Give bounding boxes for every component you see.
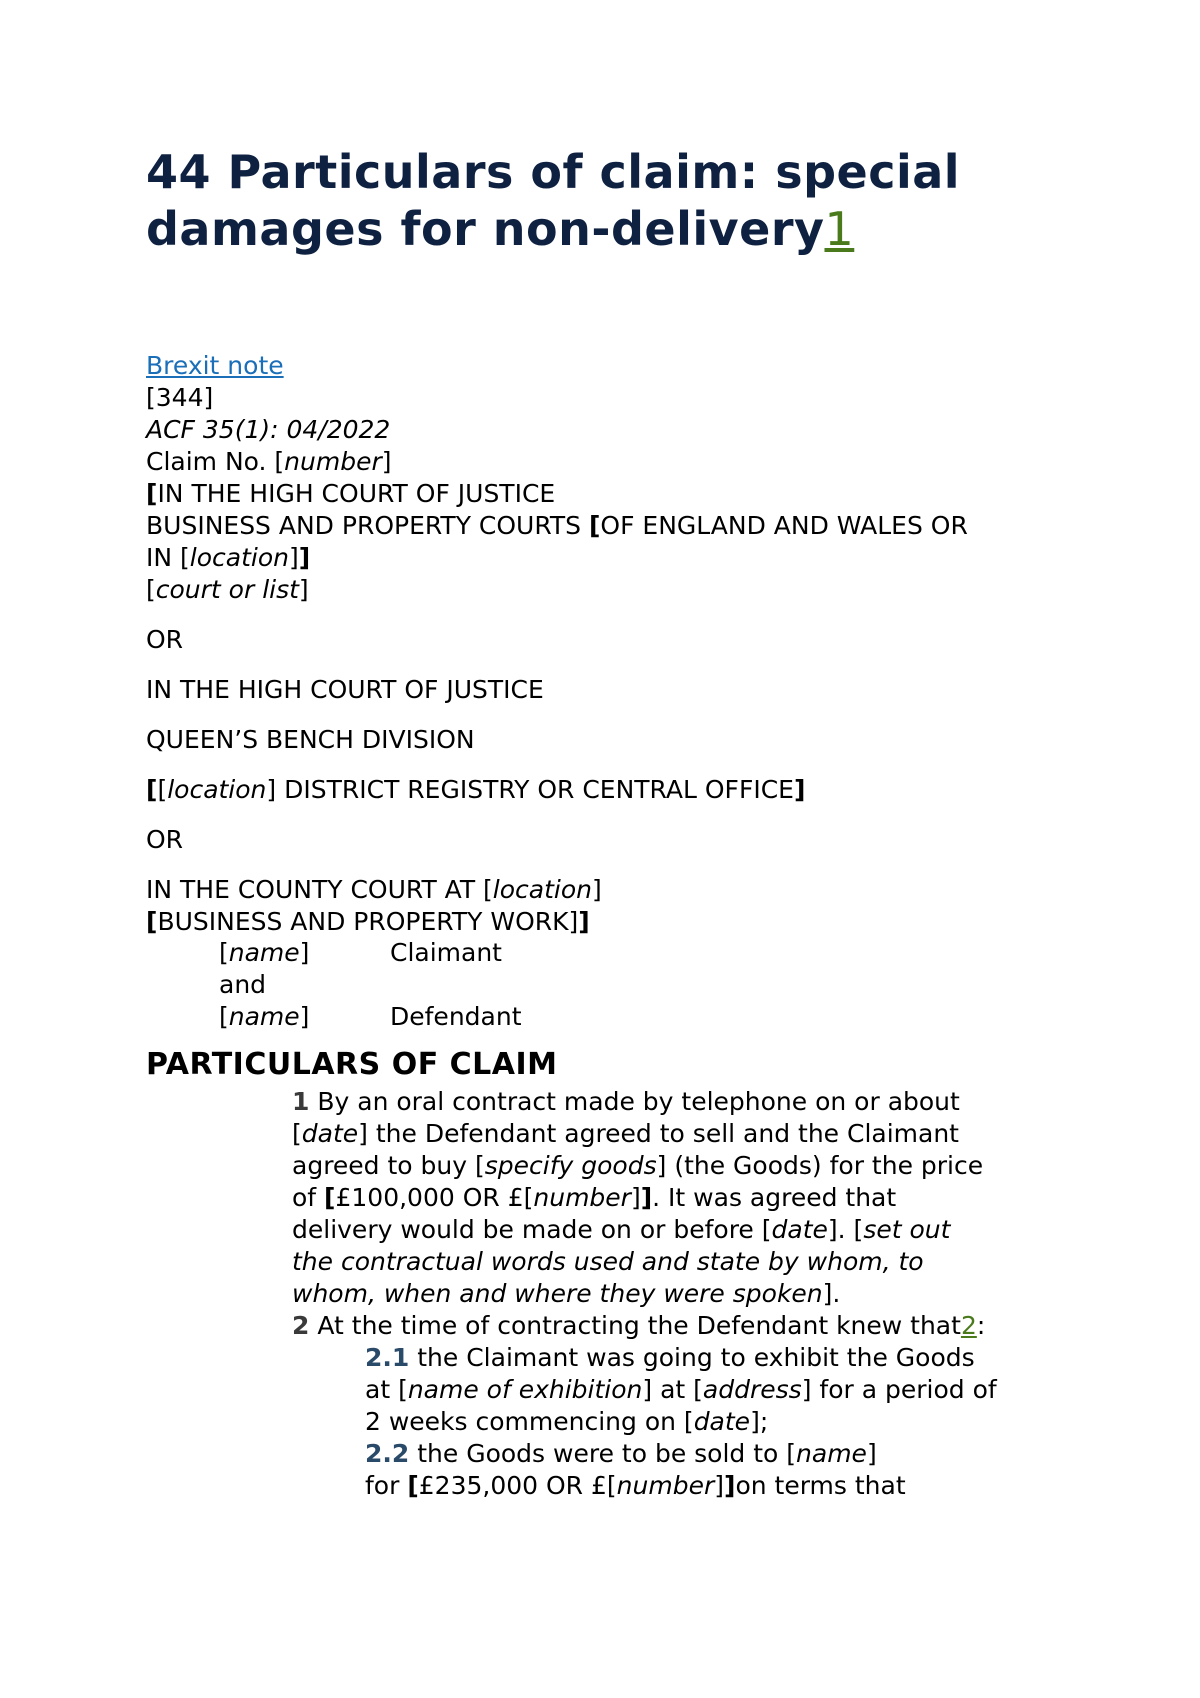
district-registry-line: [[location] DISTRICT REGISTRY OR CENTRAL OFFICE] bbox=[146, 775, 806, 804]
sub-paragraph-2-2: 2.2 the Goods were to be sold to [name] bbox=[365, 1439, 877, 1468]
county-court-line: IN THE COUNTY COURT AT [location] bbox=[146, 875, 602, 904]
page-reference: [344] bbox=[146, 383, 214, 412]
high-court-line: IN THE HIGH COURT OF JUSTICE bbox=[146, 675, 544, 704]
claimant-row: [name] Claimant bbox=[219, 938, 502, 967]
parties-block bbox=[219, 937, 522, 1033]
business-property-work-line: [BUSINESS AND PROPERTY WORK]] bbox=[146, 907, 590, 936]
or-separator-2: OR bbox=[146, 825, 184, 854]
particulars-heading: PARTICULARS OF CLAIM bbox=[146, 1047, 558, 1082]
defendant-row: [name] Defendant bbox=[219, 1002, 522, 1031]
para-number-2: 2 bbox=[292, 1311, 310, 1340]
document-header bbox=[146, 350, 1076, 938]
page-title bbox=[146, 144, 1076, 258]
or-separator-1: OR bbox=[146, 625, 184, 654]
sub-paragraphs: 2.1 the Claimant was going to exhibit the Goods at [name of exhibition] at [address] for a period of 2 weeks commencing on [date]; 2.2 the Goods were to be sold to [name] for [£235,000 OR £[number]]on terms that bbox=[365, 1342, 1105, 1502]
footnote-link-2[interactable]: 2 bbox=[960, 1311, 977, 1340]
court-line-4: [court or list] bbox=[146, 575, 309, 604]
court-line-1: [IN THE HIGH COURT OF JUSTICE bbox=[146, 479, 556, 508]
court-line-2: BUSINESS AND PROPERTY COURTS [OF ENGLAND AND WALES OR bbox=[146, 511, 968, 540]
court-line-3: IN [location]] bbox=[146, 543, 311, 572]
acf-reference: ACF 35(1): 04/2022 bbox=[146, 415, 391, 444]
footnote-link-1[interactable]: 1 bbox=[824, 202, 855, 256]
sub-paragraph-2-1: 2.1 the Claimant was going to exhibit the Goods bbox=[365, 1343, 975, 1372]
para-number-1: 1 bbox=[292, 1087, 310, 1116]
claimant-role: Claimant bbox=[390, 938, 502, 967]
paragraph-2: 2 At the time of contracting the Defendant knew that2: bbox=[292, 1311, 986, 1340]
claim-number: Claim No. [number] bbox=[146, 447, 392, 476]
title-line-1: 44 Particulars of claim: special bbox=[146, 145, 961, 199]
title-line-2: damages for non-delivery bbox=[146, 202, 825, 256]
defendant-role: Defendant bbox=[390, 1002, 522, 1031]
and-row: and bbox=[219, 970, 267, 999]
qbd-line: QUEEN’S BENCH DIVISION bbox=[146, 725, 475, 754]
paragraph-1: 1 By an oral contract made by telephone on or about [date] the Defendant agreed to sell and the Claimant agreed to buy [specify goods] (the Goods) for the price of [£100,000 OR £[number]]. It was agreed that delivery would be made on or before [date]. [set out the contractual words used and state by whom, to whom, when and where they were spoken]. 2 At the time of contracting the Defendant knew that2: bbox=[292, 1086, 1092, 1342]
brexit-note-link[interactable]: Brexit note bbox=[146, 351, 284, 380]
